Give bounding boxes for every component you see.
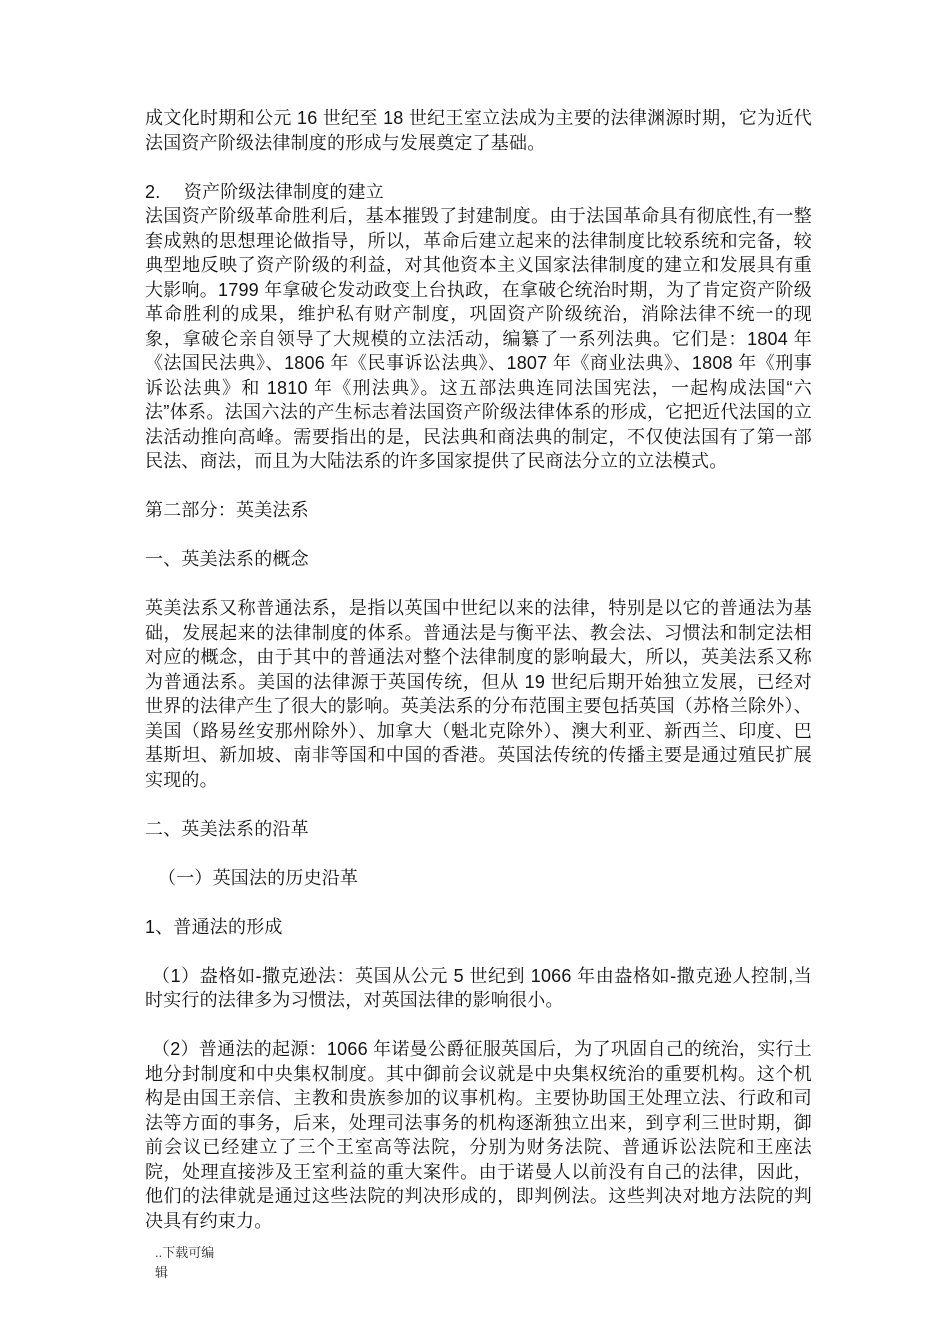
- heading-bourgeois-legal-system: 2. 资产阶级法律制度的建立: [145, 181, 385, 202]
- paragraph-anglo-saxon-law: （1）盎格如-撒克逊法：英国从公元 5 世纪到 1066 年由盎格如-撒克逊人控制,当时实行的法律多为习惯法，对英国法律的影响很小。: [145, 965, 812, 1010]
- heading-common-law-formation: 1、普通法的形成: [145, 916, 283, 937]
- document-body: [145, 106, 812, 1258]
- heading-english-law-history: （一）英国法的历史沿革: [158, 867, 359, 888]
- heading-part-two-common-law: 第二部分：英美法系: [145, 500, 309, 520]
- heading-common-law-evolution: 二、英美法系的沿革: [145, 818, 309, 839]
- page-footer-watermark: ..下载可编辑: [155, 1245, 215, 1280]
- paragraph-codification-intro: 成文化时期和公元 16 世纪至 18 世纪王室立法成为主要的法律渊源时期，它为近代法国资产阶级法律制度的形成与发展奠定了基础。: [145, 108, 812, 153]
- heading-common-law-concept: 一、英美法系的概念: [145, 549, 309, 569]
- paragraph-french-revolution-codes: 法国资产阶级革命胜利后，基本摧毁了封建制度。由于法国革命具有彻底性,有一整套成熟的思想理论做指导，所以，革命后建立起来的法律制度比较系统和完备，较典型地反映了资产阶级的利益，对其他资本主义国家法律制度的建立和发展具有重大影响。1799 年拿破仑发动政变上台执政，在拿破仑统治时期，为了肯定资产阶级革命胜利的成果，维护私有财产制度，巩固资产阶级统治，消除法律不统一的现象，拿破仑亲自领导了大规模的立法活动，编纂了一系列法典。它们是：1804 年《法国民法典》、1806 年《民事诉讼法典》、1807 年《商业法典》、1808 年《刑事诉讼法典》和 1810 年《刑法典》。这五部法典连同法国宪法，一起构成法国“六法”体系。法国六法的产生标志着法国资产阶级法律体系的形成，它把近代法国的立法活动推向高峰。需要指出的是，民法典和商法典的制定，不仅使法国有了第一部民法、商法，而且为大陆法系的许多国家提供了民商法分立的立法模式。: [145, 206, 812, 471]
- paragraph-common-law-origin: （2）普通法的起源：1066 年诺曼公爵征服英国后，为了巩固自己的统治，实行土地分封制度和中央集权制度。其中御前会议就是中央集权统治的重要机构。这个机构是由国王亲信、主教和贵族参加的议事机构。主要协助国王处理立法、行政和司法等方面的事务，后来，处理司法事务的机构逐渐独立出来，到亨利三世时期，御前会议已经建立了三个王室高等法院，分别为财务法院、普通诉讼法院和王座法院，处理直接涉及王室利益的重大案件。由于诺曼人以前没有自己的法律，因此，他们的法律就是通过这些法院的判决形成的，即判例法。这些判决对地方法院的判决具有约束力。: [145, 1039, 812, 1231]
- paragraph-common-law-definition: 英美法系又称普通法系，是指以英国中世纪以来的法律，特别是以它的普通法为基础，发展起来的法律制度的体系。普通法是与衡平法、教会法、习惯法和制定法相对应的概念，由于其中的普通法对整个法律制度的影响最大，所以，英美法系又称为普通法系。美国的法律源于英国传统，但从 19 世纪后期开始独立发展，已经对世界的法律产生了很大的影响。英美法系的分布范围主要包括英国（苏格兰除外）、美国（路易丝安那州除外）、加拿大（魁北克除外）、澳大利亚、新西兰、印度、巴基斯坦、新加坡、南非等国和中国的香港。英国法传统的传播主要是通过殖民扩展实现的。: [145, 598, 812, 790]
